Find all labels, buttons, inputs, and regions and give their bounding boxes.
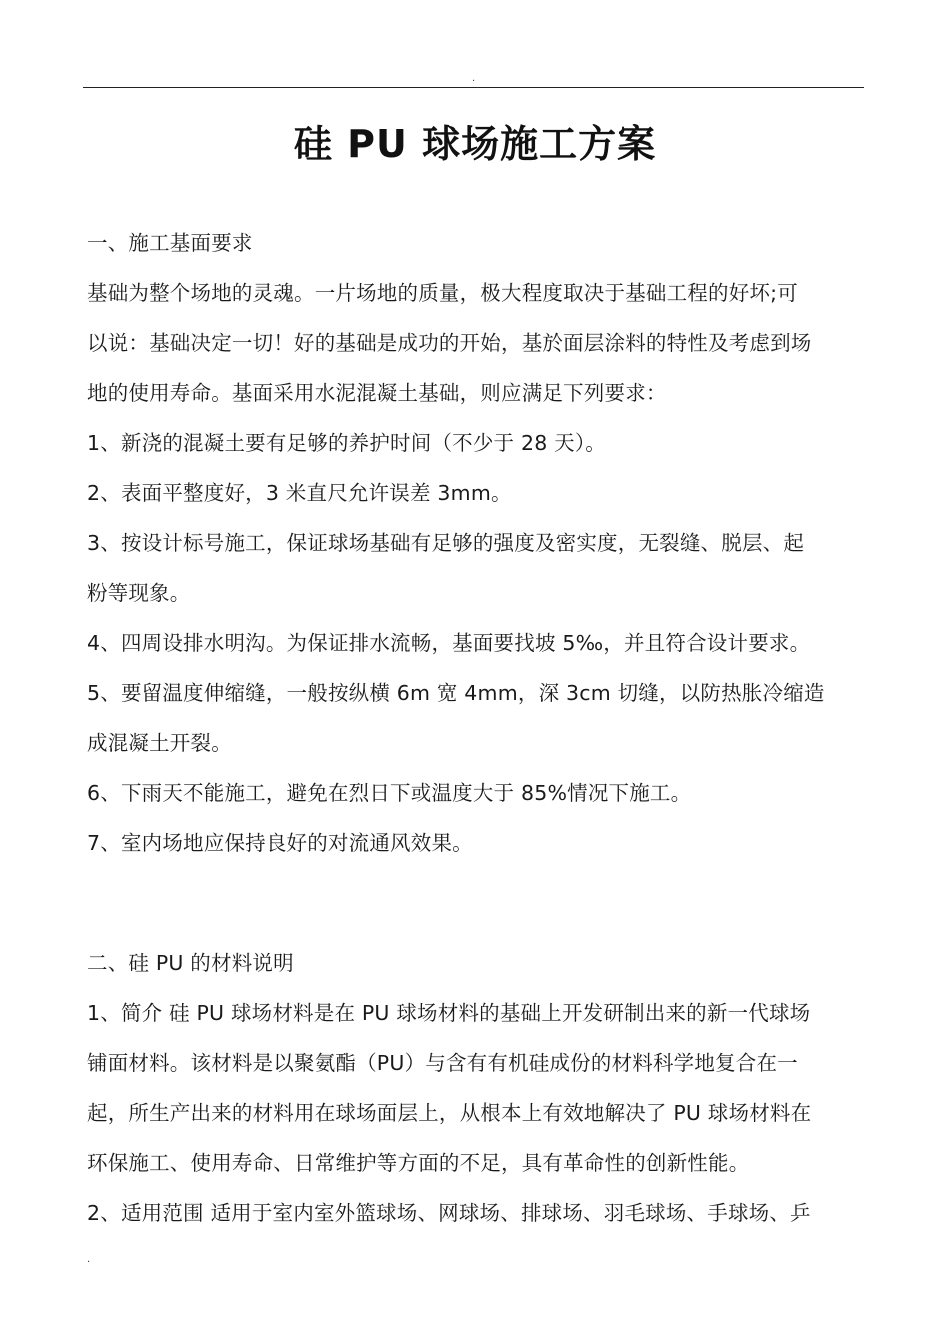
list-item: 2、表面平整度好，3 米直尺允许误差 3mm。 — [87, 481, 512, 505]
list-item-continuation: 铺面材料。该材料是以聚氨酯（PU）与含有有机硅成份的材料科学地复合在一 — [87, 1051, 798, 1075]
section-spacer — [87, 868, 867, 938]
list-item: 5、要留温度伸缩缝，一般按纵横 6m 宽 4mm，深 3cm 切缝，以防热胀冷缩造 — [87, 681, 825, 705]
paragraph-line: 基础为整个场地的灵魂。一片场地的质量，极大程度取决于基础工程的好坏;可 — [87, 281, 798, 305]
section-heading: 一、施工基面要求 — [87, 231, 253, 255]
footer-mark: . — [87, 1254, 91, 1265]
list-item: 1、简介 硅 PU 球场材料是在 PU 球场材料的基础上开发研制出来的新一代球场 — [87, 1001, 811, 1025]
paragraph-line: 以说：基础决定一切！好的基础是成功的开始，基於面层涂料的特性及考虑到场 — [87, 331, 812, 355]
document-title: 硅 PU 球场施工方案 — [293, 122, 657, 166]
header-rule — [83, 87, 864, 88]
list-item-continuation: 成混凝土开裂。 — [87, 731, 232, 755]
header-mark: . — [472, 73, 476, 84]
document-body — [87, 218, 867, 1238]
list-item: 4、四周设排水明沟。为保证排水流畅，基面要找坡 5‰，并且符合设计要求。 — [87, 631, 811, 655]
section-heading: 二、硅 PU 的材料说明 — [87, 951, 294, 975]
list-item-continuation: 环保施工、使用寿命、日常维护等方面的不足，具有革命性的创新性能。 — [87, 1151, 750, 1175]
list-item: 6、下雨天不能施工，避免在烈日下或温度大于 85%情况下施工。 — [87, 781, 692, 805]
list-item: 3、按设计标号施工，保证球场基础有足够的强度及密实度，无裂缝、脱层、起 — [87, 531, 805, 555]
list-item: 7、室内场地应保持良好的对流通风效果。 — [87, 831, 473, 855]
list-item: 1、新浇的混凝土要有足够的养护时间（不少于 28 天）。 — [87, 431, 607, 455]
list-item-continuation: 起，所生产出来的材料用在球场面层上，从根本上有效地解决了 PU 球场材料在 — [87, 1101, 812, 1125]
paragraph-line: 地的使用寿命。基面采用水泥混凝土基础，则应满足下列要求： — [87, 381, 667, 405]
list-item-continuation: 粉等现象。 — [87, 581, 191, 605]
list-item: 2、适用范围 适用于室内室外篮球场、网球场、排球场、羽毛球场、手球场、乒 — [87, 1201, 811, 1225]
